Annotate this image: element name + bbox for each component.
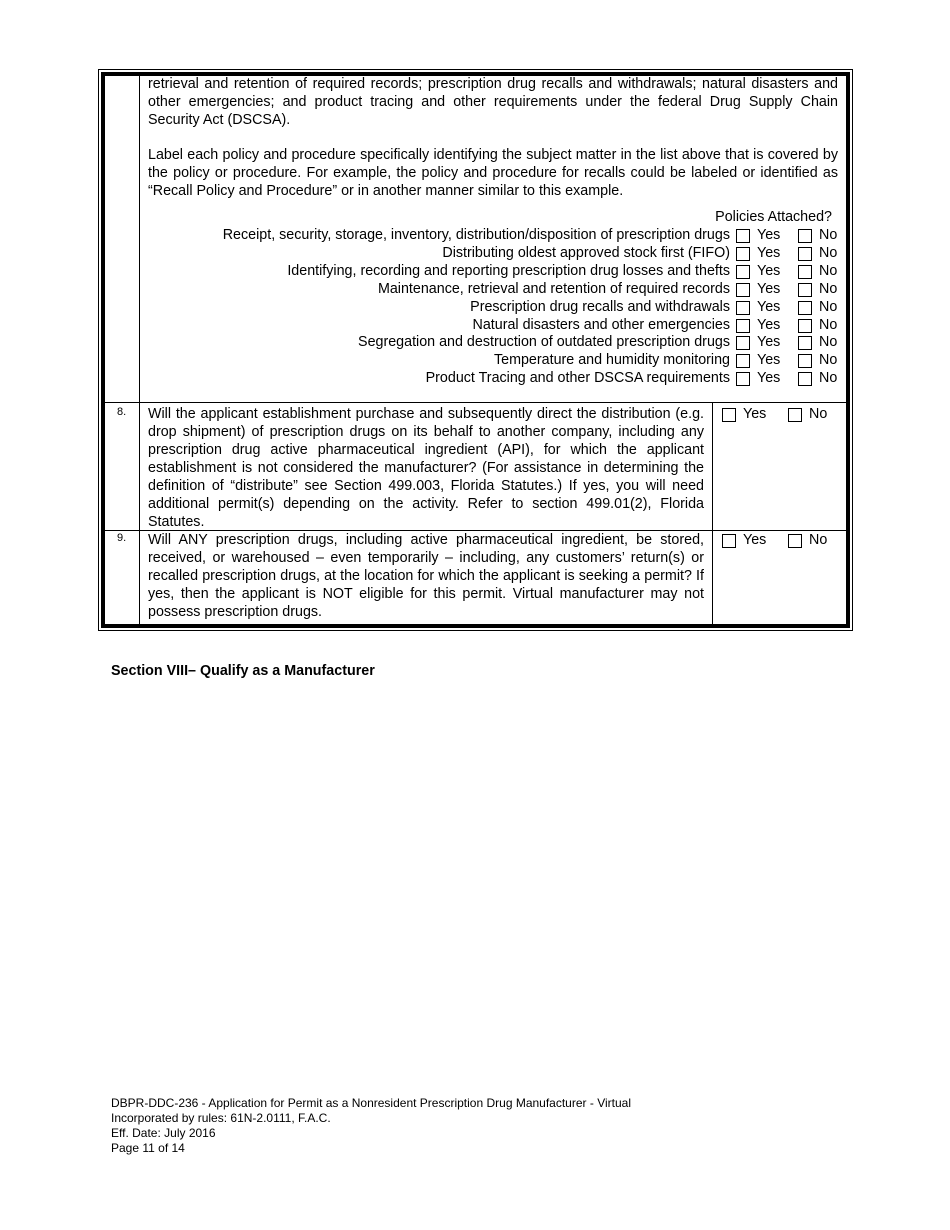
policy-no-checkbox[interactable] <box>798 229 812 243</box>
policy-yes-checkbox[interactable] <box>736 265 750 279</box>
policy-no-checkbox[interactable] <box>798 283 812 297</box>
policy-label: Distributing oldest approved stock first (FIFO) <box>442 244 730 261</box>
policies-header <box>600 208 832 226</box>
policy-row <box>148 351 840 369</box>
no-label: No <box>809 532 828 548</box>
policy-yes-checkbox[interactable] <box>736 229 750 243</box>
policy-yes-checkbox[interactable] <box>736 372 750 386</box>
no-label: No <box>819 280 838 297</box>
no-label: No <box>819 227 838 243</box>
question-number: 9. <box>117 532 127 544</box>
page-footer <box>111 1096 631 1156</box>
yes-label: Yes <box>757 316 781 333</box>
yes-label: Yes <box>757 244 781 261</box>
number-column-divider <box>139 76 140 624</box>
yes-label: Yes <box>757 280 781 297</box>
continuation-paragraph: retrieval and retention of required records; prescription drug recalls and withdrawals; natural disasters and other emergencies; and product tracing and other requirements under the federal Drug Supply Chain Security Act (DSCSA). <box>148 76 838 128</box>
question-8-options <box>720 405 840 423</box>
no-label: No <box>819 298 838 315</box>
policy-no-checkbox[interactable] <box>798 301 812 315</box>
policy-row <box>148 333 840 351</box>
policy-yes-checkbox[interactable] <box>736 354 750 368</box>
policy-label: Receipt, security, storage, inventory, distribution/disposition of prescription drugs <box>222 227 730 243</box>
footer-effective-date: Eff. Date: July 2016 <box>111 1126 216 1140</box>
footer-page-number: Page 11 of 14 <box>111 1141 185 1155</box>
footer-rules: Incorporated by rules: 61N-2.0111, F.A.C. <box>111 1111 331 1125</box>
policy-row <box>148 262 840 280</box>
policies-attached-label: Policies Attached? <box>715 209 832 225</box>
policy-yes-checkbox[interactable] <box>736 319 750 333</box>
policy-no-checkbox[interactable] <box>798 265 812 279</box>
policy-row <box>148 369 840 387</box>
yes-label: Yes <box>757 334 781 351</box>
no-label: No <box>819 316 838 333</box>
policy-no-checkbox[interactable] <box>798 336 812 350</box>
policy-row <box>148 244 840 262</box>
policy-yes-checkbox[interactable] <box>736 247 750 261</box>
question-8-text: Will the applicant establishment purchase and subsequently direct the distribution (e.g. drop shipment) of prescription drugs on its behalf to another company, including any prescription drug active pharmaceutical ingredient (API), for which the applicant establishment is not considered the manufacturer? (For assistance in determining the definition of “distribute” see Section 499.003, Florida Statutes.) If yes, you will need additional permit(s) depending on the activity. Refer to section 499.01(2), Florida Statutes. <box>148 406 704 530</box>
answer-column-divider <box>712 403 713 624</box>
question-8-yes-checkbox[interactable] <box>722 408 736 422</box>
policy-label: Maintenance, retrieval and retention of required records <box>377 280 730 297</box>
yes-label: Yes <box>743 532 767 548</box>
no-label: No <box>809 406 828 422</box>
no-label: No <box>819 370 838 387</box>
policy-no-checkbox[interactable] <box>798 319 812 333</box>
question-9-options <box>720 531 840 549</box>
no-label: No <box>819 352 838 369</box>
policy-label: Product Tracing and other DSCSA requirements <box>425 370 730 387</box>
section-title: Section VIII– Qualify as a Manufacturer <box>111 663 375 679</box>
policy-yes-checkbox[interactable] <box>736 283 750 297</box>
question-8-no-checkbox[interactable] <box>788 408 802 422</box>
policy-label: Identifying, recording and reporting prescription drug losses and thefts <box>287 262 730 279</box>
question-9-no-checkbox[interactable] <box>788 534 802 548</box>
yes-label: Yes <box>757 370 781 387</box>
yes-label: Yes <box>743 406 767 422</box>
row-divider-8 <box>105 402 846 403</box>
yes-label: Yes <box>757 298 781 315</box>
policy-no-checkbox[interactable] <box>798 247 812 261</box>
policy-label: Prescription drug recalls and withdrawals <box>470 298 730 315</box>
policy-label: Natural disasters and other emergencies <box>472 316 730 333</box>
question-number: 8. <box>117 406 127 418</box>
no-label: No <box>819 262 838 279</box>
yes-label: Yes <box>757 227 781 243</box>
policy-row <box>148 298 840 316</box>
label-instruction-paragraph: Label each policy and procedure specifically identifying the subject matter in the list above that is covered by the policy or procedure. For example, the policy and procedure for recalls could be labeled or identified as “Recall Policy and Procedure” or in another manner similar to this example. <box>148 147 838 199</box>
question-9-text: Will ANY prescription drugs, including active pharmaceutical ingredient, be stored, received, or warehoused – even temporarily – including, any customers’ return(s) or recalled prescription drugs, at the location for which the applicant is seeking a permit? If yes, then the applicant is NOT eligible for this permit. Virtual manufacturer may not possess prescription drugs. <box>148 532 704 620</box>
policy-label: Segregation and destruction of outdated prescription drugs <box>358 334 730 351</box>
yes-label: Yes <box>757 262 781 279</box>
policy-label: Temperature and humidity monitoring <box>493 352 730 369</box>
policy-no-checkbox[interactable] <box>798 372 812 386</box>
footer-form-title: DBPR-DDC-236 - Application for Permit as a Nonresident Prescription Drug Manufacturer - Virtual <box>111 1096 631 1110</box>
policy-yes-checkbox[interactable] <box>736 336 750 350</box>
no-label: No <box>819 334 838 351</box>
yes-label: Yes <box>757 352 781 369</box>
policy-no-checkbox[interactable] <box>798 354 812 368</box>
policy-row <box>148 316 840 334</box>
question-9-yes-checkbox[interactable] <box>722 534 736 548</box>
policy-yes-checkbox[interactable] <box>736 301 750 315</box>
no-label: No <box>819 244 838 261</box>
policy-row <box>148 280 840 298</box>
policy-row <box>148 226 840 244</box>
